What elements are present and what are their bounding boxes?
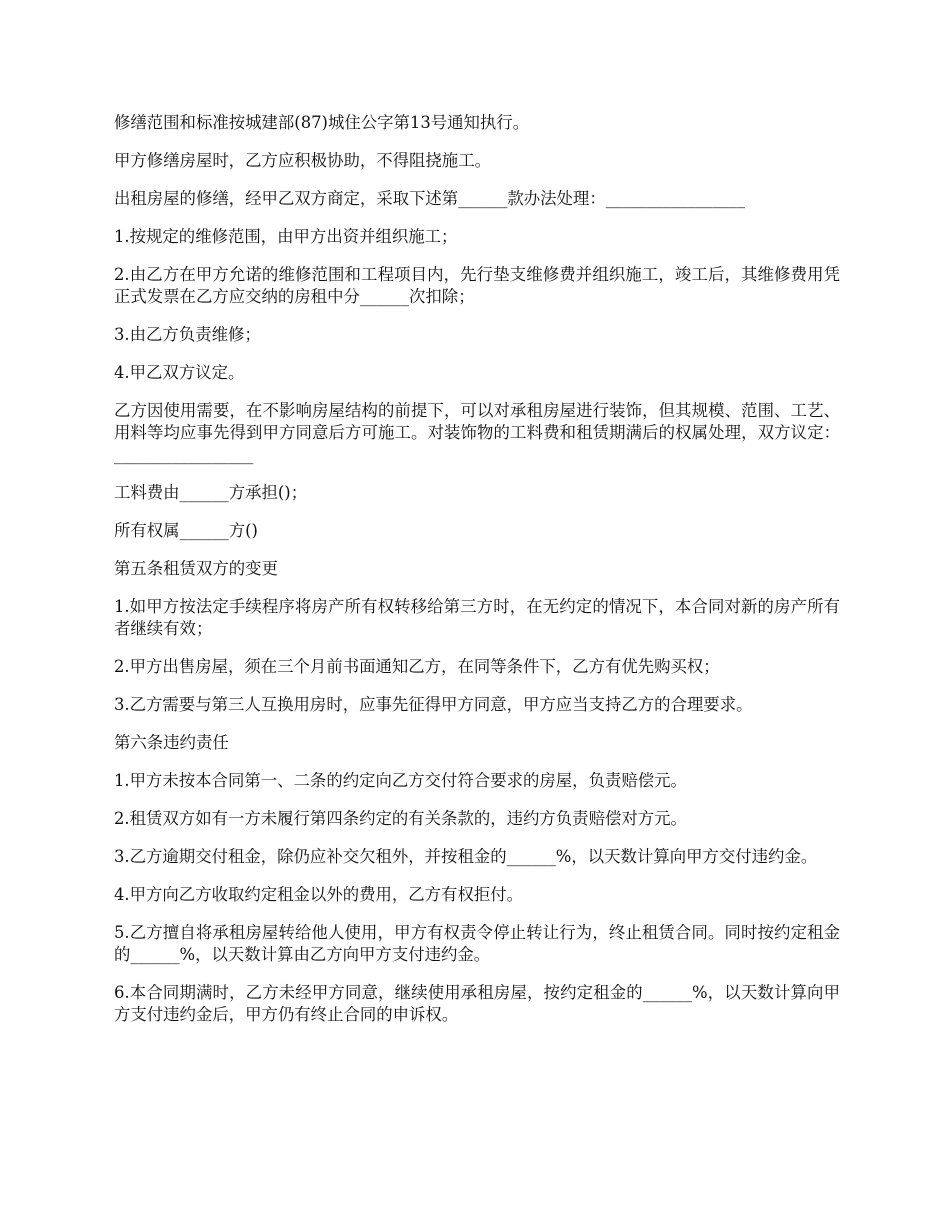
paragraph-repair-option-1: 1.按规定的维修范围，由甲方出资并组织施工； [114,227,458,246]
paragraph-breach-4: 4.甲方向乙方收取约定租金以外的费用，乙方有权拒付。 [114,885,524,904]
heading-article-6: 第六条违约责任 [114,733,229,752]
paragraph-change-1: 1.如甲方按法定手续程序将房产所有权转移给第三方时，在无约定的情况下，本合同对新的房产所有者继续有效； [114,597,840,638]
paragraph-breach-2: 2.租赁双方如有一方未履行第四条约定的有关条款的，违约方负责赔偿对方元。 [114,809,687,828]
paragraph-material-cost: 工料费由______方承担()； [114,483,308,502]
paragraph-decoration: 乙方因使用需要，在不影响房屋结构的前提下，可以对承租房屋进行装饰，但其规模、范围、工艺、用料等均应事先得到甲方同意后方可施工。对装饰物的工料费和租赁期满后的权属处理，双方议定：_________________ [114,401,840,464]
paragraph-ownership: 所有权属______方() [114,521,258,540]
paragraph-repair-method: 出租房屋的修缮，经甲乙双方商定，采取下述第______款办法处理：_________________ [114,189,746,208]
paragraph-repair-option-3: 3.由乙方负责维修； [114,325,261,344]
paragraph-breach-3: 3.乙方逾期交付租金，除仍应补交欠租外，并按租金的______%，以天数计算向甲方交付违约金。 [114,847,818,866]
paragraph-repair-option-4: 4.甲乙双方议定。 [114,363,245,382]
paragraph-repair-option-2: 2.由乙方在甲方允诺的维修范围和工程项目内，先行垫支维修费并组织施工，竣工后，其维修费用凭正式发票在乙方应交纳的房租中分______次扣除； [114,265,840,306]
paragraph-repair-scope: 修缮范围和标准按城建部(87)城住公字第13号通知执行。 [114,113,530,132]
paragraph-change-2: 2.甲方出售房屋，须在三个月前书面通知乙方，在同等条件下，乙方有优先购买权； [114,657,720,676]
heading-article-5: 第五条租赁双方的变更 [114,559,278,578]
paragraph-breach-5: 5.乙方擅自将承租房屋转给他人使用，甲方有权责令停止转让行为，终止租赁合同。同时按约定租金的______%，以天数计算由乙方向甲方支付违约金。 [114,923,840,964]
paragraph-repair-cooperation: 甲方修缮房屋时，乙方应积极协助，不得阻挠施工。 [114,151,491,170]
paragraph-breach-6: 6.本合同期满时，乙方未经甲方同意，继续使用承租房屋，按约定租金的______%，以天数计算向甲方支付违约金后，甲方仍有终止合同的申诉权。 [114,983,840,1024]
document-body [114,112,840,1042]
paragraph-breach-1: 1.甲方未按本合同第一、二条的约定向乙方交付符合要求的房屋，负责赔偿元。 [114,771,687,790]
paragraph-change-3: 3.乙方需要与第三人互换用房时，应事先征得甲方同意，甲方应当支持乙方的合理要求。 [114,695,753,714]
